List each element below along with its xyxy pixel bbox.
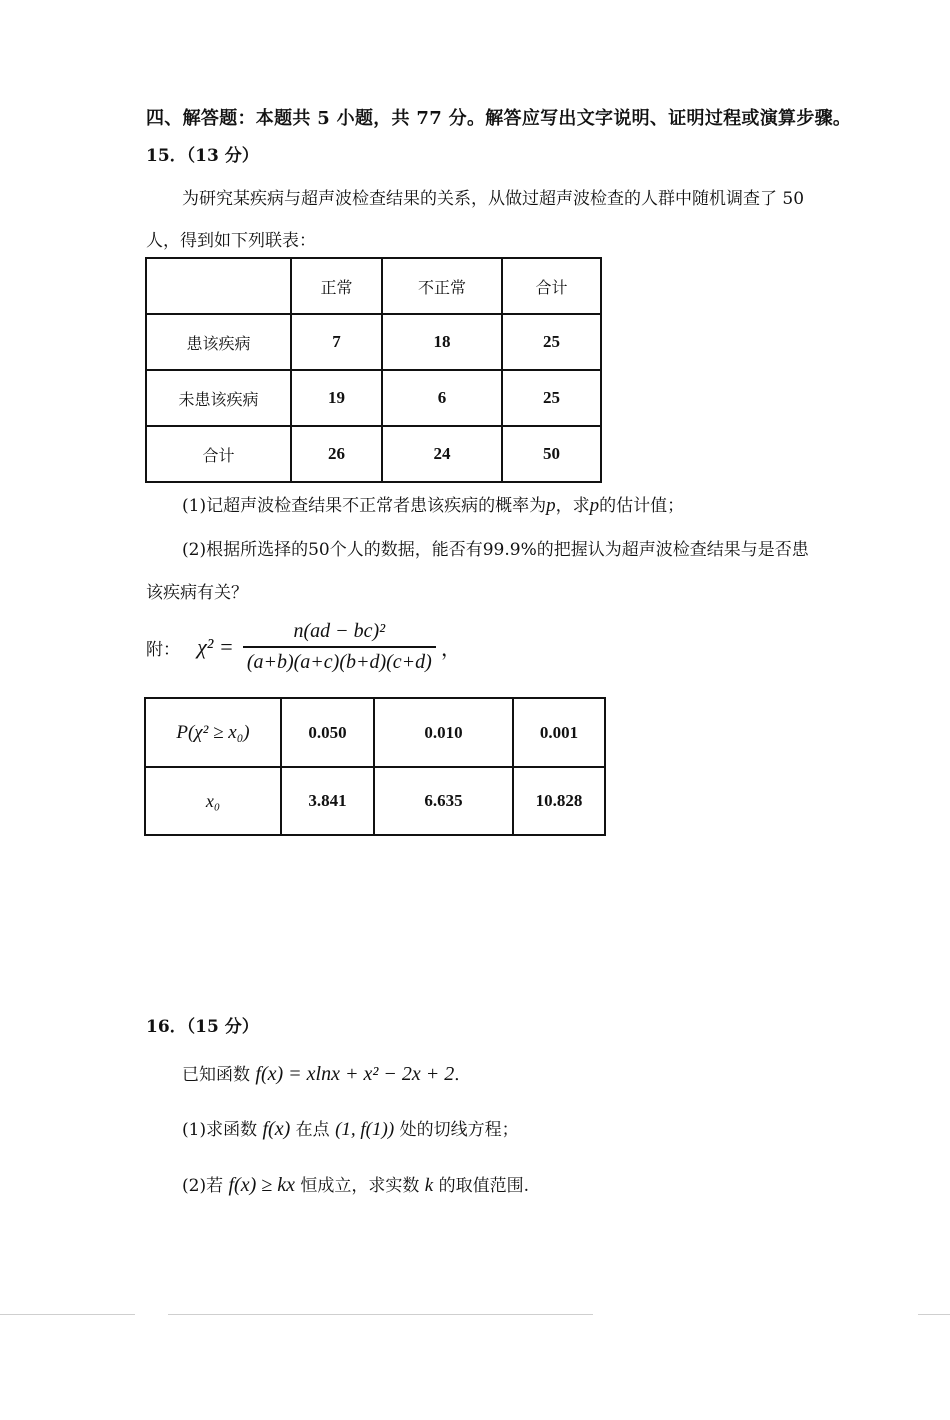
table-cell: 50 (502, 426, 601, 482)
table-header-cell: 正常 (291, 258, 382, 314)
variable-p: p (589, 495, 600, 516)
critical-value-table (144, 697, 606, 836)
footer-divider (0, 1314, 135, 1315)
formula-tail: ， (440, 636, 461, 661)
table-row (145, 767, 605, 835)
question-16-number: 16．（15 分） (146, 1017, 259, 1037)
footer-divider (918, 1314, 950, 1315)
table-cell: 10.828 (513, 767, 605, 835)
given-text: 已知函数 (182, 1065, 250, 1085)
table-row (146, 426, 601, 482)
variable-k: k (424, 1175, 434, 1196)
table-cell: 18 (382, 314, 502, 370)
question-15-part2-line1: (2)根据所选择的50个人的数据，能否有99.9%的把握认为超声波检查结果与是否患 (182, 540, 809, 560)
part2-text-b: 恒成立，求实数 (300, 1176, 420, 1196)
section-heading: 四、解答题：本题共 5 小题，共 77 分。解答应写出文字说明、证明过程或演算步骤。 (146, 108, 852, 129)
question-15-number: 15．（13 分） (146, 146, 259, 166)
appendix-label: 附： (146, 639, 180, 660)
table-cell: 25 (502, 370, 601, 426)
part1-text-b: ，求 (555, 496, 590, 516)
table-row-label: 患该疾病 (146, 314, 291, 370)
formula-lhs: χ² = (197, 634, 234, 659)
table-header-cell: 不正常 (382, 258, 502, 314)
given-end: ． (454, 1065, 472, 1085)
table-cell: 6 (382, 370, 502, 426)
part2-text-a: (2)若 (182, 1176, 224, 1196)
table-cell: 25 (502, 314, 601, 370)
footer-divider (168, 1314, 593, 1315)
question-16-given (182, 1060, 471, 1086)
question-16-part2 (182, 1171, 529, 1197)
formula-numerator: n(ad − bc)² (293, 620, 386, 642)
table-cell: 7 (291, 314, 382, 370)
table-row (146, 314, 601, 370)
contingency-table (145, 257, 602, 483)
table-cell: 0.010 (374, 698, 513, 767)
question-16-part1 (182, 1115, 519, 1141)
table-row-label: P(χ² ≥ x₀) (145, 698, 281, 767)
question-15-intro-line1: 为研究某疾病与超声波检查结果的关系，从做过超声波检查的人群中随机调查了 50 (182, 189, 805, 209)
table-row (146, 370, 601, 426)
table-cell: 0.050 (281, 698, 374, 767)
table-cell: 0.001 (513, 698, 605, 767)
variable-p: p (546, 495, 556, 516)
part2-text-c: 的取值范围. (438, 1176, 530, 1196)
table-header-cell (146, 258, 291, 314)
part1-text-c: 处的切线方程； (399, 1120, 519, 1140)
part1-text-b: 在点 (295, 1120, 330, 1140)
function-definition: f(x) = xlnx + x² − 2x + 2 (255, 1063, 455, 1085)
inequality: f(x) ≥ kx (228, 1174, 295, 1196)
table-cell: 24 (382, 426, 502, 482)
table-row-label: x₀ (145, 767, 281, 835)
tangent-point: (1, f(1)) (335, 1119, 395, 1140)
table-cell: 19 (291, 370, 382, 426)
formula-fraction (243, 620, 436, 674)
part1-text-c: 的估计值； (599, 496, 685, 516)
table-cell: 26 (291, 426, 382, 482)
table-row-label: 未患该疾病 (146, 370, 291, 426)
function-f-x: f(x) (262, 1118, 291, 1140)
table-row-label: 合计 (146, 426, 291, 482)
part1-text-a: (1)求函数 (182, 1120, 258, 1140)
question-15-part2-line2: 该疾病有关？ (146, 583, 248, 603)
table-row (145, 698, 605, 767)
table-header-cell: 合计 (502, 258, 601, 314)
question-15-part1 (182, 491, 684, 517)
formula-denominator: (a+b)(a+c)(b+d)(c+d) (243, 646, 436, 674)
part1-text-a: (1)记超声波检查结果不正常者患该疾病的概率为 (182, 496, 547, 516)
question-15-intro-line2: 人，得到如下列联表： (146, 231, 316, 251)
table-cell: 6.635 (374, 767, 513, 835)
chi-square-formula (146, 620, 461, 674)
table-row (146, 258, 601, 314)
table-cell: 3.841 (281, 767, 374, 835)
